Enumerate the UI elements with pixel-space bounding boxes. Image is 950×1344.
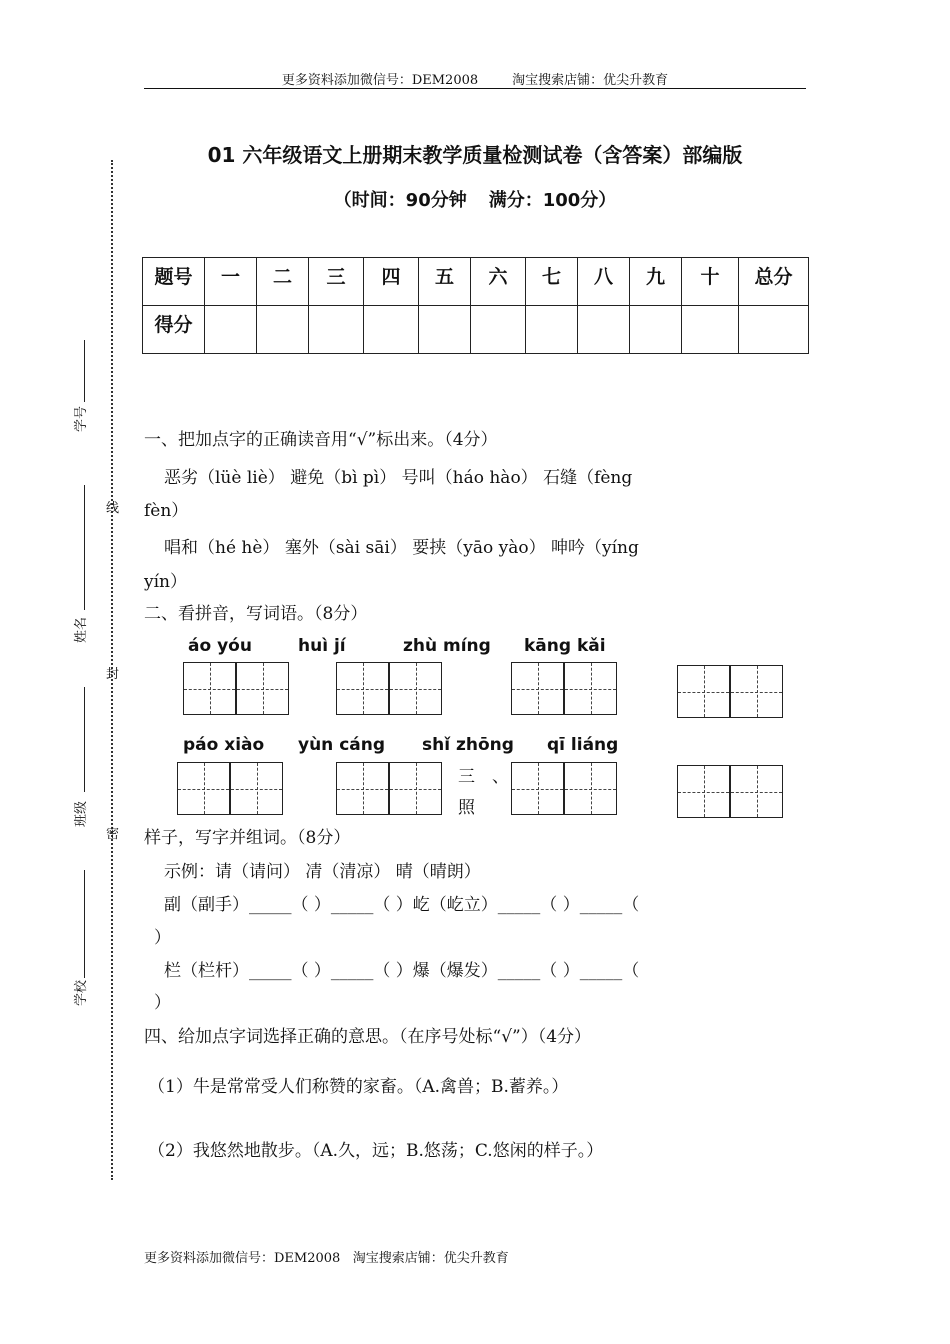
xingming-line[interactable] [84,485,85,610]
writing-grid-cell[interactable] [564,662,617,715]
page-title: 01 六年级语文上册期末教学质量检测试卷（含答案）部编版 [207,143,743,167]
table-cell: 一 [205,258,257,306]
table-cell: 九 [630,258,682,306]
q4-item-2: （2）我悠然地散步。（A.久，远；B.悠荡；C.悠闲的样子。） [148,1141,604,1161]
table-cell: 二 [257,258,309,306]
q3-line1-wrap: ） [154,928,171,948]
seal-char-mi: 密 [106,827,120,842]
table-cell: 总分 [739,258,809,306]
subtitle-full: 满分：100分） [488,190,617,211]
score-cell[interactable] [364,306,419,354]
score-cell[interactable] [682,306,739,354]
writing-grid-cell[interactable] [336,762,389,815]
q3-line2: 栏（栏杆）_____（ ）_____（ ）爆（爆发）_____（ ）_____（ [164,961,640,981]
table-cell: 三 [309,258,364,306]
writing-grid-cell[interactable] [564,762,617,815]
q1-line1: 恶劣（lüè liè） 避免（bì pì） 号叫（háo hào） 石缝（fèng [164,468,633,488]
score-cell[interactable] [419,306,471,354]
writing-grid-cell[interactable] [677,765,730,818]
score-table-score-row [143,306,809,354]
table-cell: 四 [364,258,419,306]
q1-line1-wrap: fèn） [144,501,189,521]
score-cell[interactable] [630,306,682,354]
header-shop: 淘宝搜索店铺：优尖升教育 [512,73,669,88]
q3-example: 示例：请（请问） 凊（清凉） 晴（晴朗） [164,862,481,882]
q4-item-1: （1）牛是常常受人们称赞的家畜。（A.禽兽；B.蓄养。） [148,1077,569,1097]
seal-char-feng: 封 [106,667,120,682]
writing-grid-cell[interactable] [389,662,442,715]
score-cell[interactable] [471,306,526,354]
banji-label: 班级 [74,800,89,827]
q3-title-part-b: 照 [458,798,475,818]
score-cell[interactable] [578,306,630,354]
table-cell: 得分 [143,306,205,354]
pinyin-label: huì jí [298,636,346,656]
writing-grid-cell[interactable] [336,662,389,715]
page-header [0,69,950,88]
writing-grid-cell[interactable] [511,762,564,815]
pinyin-label: qī liáng [547,735,619,755]
pinyin-label: páo xiào [183,735,265,755]
score-cell[interactable] [257,306,309,354]
writing-grid-cell[interactable] [183,662,236,715]
table-cell: 七 [526,258,578,306]
writing-grid-cell[interactable] [677,665,730,718]
writing-grid-cell[interactable] [511,662,564,715]
writing-grid-cell[interactable] [236,662,289,715]
table-cell: 十 [682,258,739,306]
score-cell[interactable] [526,306,578,354]
subtitle-time: （时间：90分钟 [333,190,467,211]
pinyin-label: zhù míng [403,636,491,656]
header-wechat: 更多资料添加微信号：DEM2008 [281,73,479,88]
seal-char-xian: 线 [106,501,120,516]
score-cell[interactable] [205,306,257,354]
q3-title-part-c: 样子，写字并组词。（8分） [144,828,351,848]
xuexiao-line[interactable] [84,870,85,978]
writing-grid-cell[interactable] [730,665,783,718]
writing-grid-cell[interactable] [389,762,442,815]
q3-line2-wrap: ） [154,993,171,1013]
pinyin-label: áo yóu [188,636,252,656]
header-divider [144,88,806,89]
writing-grid-cell[interactable] [230,762,283,815]
q3-line1: 副（副手）_____（ ）_____（ ）屹（屹立）_____（ ）_____（ [164,895,640,915]
q4-title: 四、给加点字词选择正确的意思。（在序号处标“√”）（4分） [144,1027,592,1047]
xuehao-label: 学号 [74,405,89,432]
page-subtitle [0,186,950,212]
q2-title: 二、看拼音，写词语。（8分） [144,604,368,624]
pinyin-label: yùn cáng [298,735,386,755]
xingming-label: 姓名 [74,616,89,643]
footer-wechat: 更多资料添加微信号：DEM2008 [144,1251,341,1266]
writing-grid-cell[interactable] [730,765,783,818]
table-cell: 六 [471,258,526,306]
score-cell[interactable] [309,306,364,354]
q1-line2-wrap: yín） [144,572,187,592]
table-cell: 题号 [143,258,205,306]
table-cell: 八 [578,258,630,306]
pinyin-label: shǐ zhōng [422,735,514,755]
q3-title-part-a: 三 、 [458,767,509,787]
footer-shop: 淘宝搜索店铺：优尖升教育 [352,1251,509,1266]
xuehao-line[interactable] [84,340,85,402]
banji-line[interactable] [84,687,85,792]
score-table [142,257,809,354]
table-cell: 五 [419,258,471,306]
q1-title: 一、把加点字的正确读音用“√”标出来。（4分） [144,430,498,450]
writing-grid-cell[interactable] [177,762,230,815]
page-footer [144,1247,509,1266]
q1-line2: 唱和（hé hè） 塞外（sài sāi） 要挟（yāo yào） 呻吟（yíng [164,538,639,558]
xuexiao-label: 学校 [74,979,89,1006]
score-table-header-row [143,258,809,306]
score-cell[interactable] [739,306,809,354]
pinyin-label: kāng kǎi [524,636,606,656]
